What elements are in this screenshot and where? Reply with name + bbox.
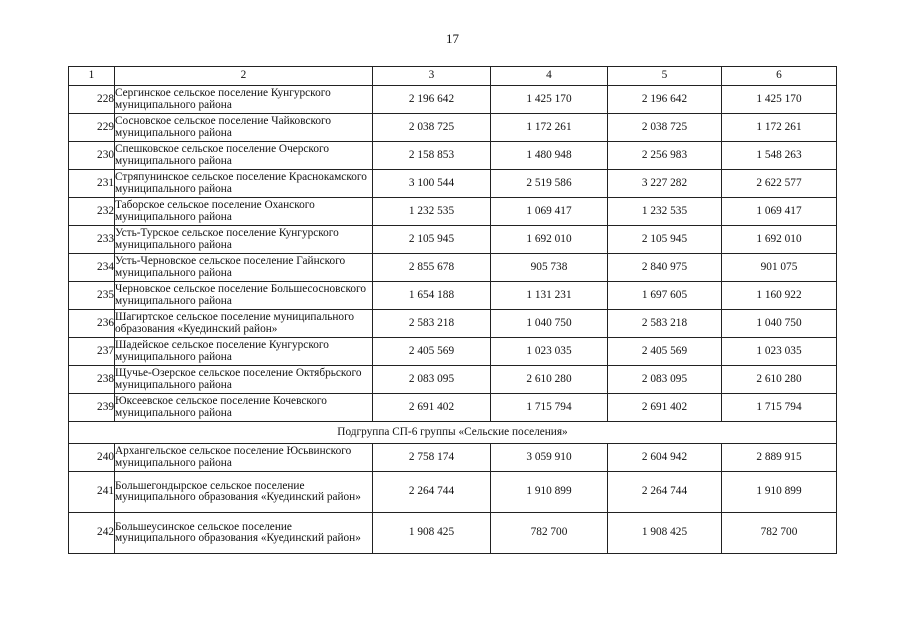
value-col-5: 2 083 095 (608, 366, 722, 394)
subgroup-title: Подгруппа СП-6 группы «Сельские поселения» (69, 422, 837, 444)
value-col-6: 2 622 577 (722, 170, 837, 198)
value-col-4: 1 692 010 (491, 226, 608, 254)
value-col-5: 1 908 425 (608, 513, 722, 554)
value-col-4: 782 700 (491, 513, 608, 554)
value-col-5: 2 604 942 (608, 444, 722, 472)
value-col-6: 1 715 794 (722, 394, 837, 422)
settlement-name: Большеусинское сельское поселение муниципального образования «Куединский район» (115, 513, 373, 554)
table-row (69, 226, 837, 254)
value-col-6: 1 910 899 (722, 472, 837, 513)
value-col-3: 2 105 945 (373, 226, 491, 254)
value-col-4: 1 910 899 (491, 472, 608, 513)
value-col-3: 1 654 188 (373, 282, 491, 310)
table-row (69, 170, 837, 198)
value-col-4: 1 480 948 (491, 142, 608, 170)
value-col-4: 2 519 586 (491, 170, 608, 198)
subgroup-row (69, 422, 837, 444)
value-col-5: 2 264 744 (608, 472, 722, 513)
column-header: 2 (115, 67, 373, 86)
value-col-3: 2 196 642 (373, 86, 491, 114)
value-col-5: 2 405 569 (608, 338, 722, 366)
value-col-6: 1 692 010 (722, 226, 837, 254)
value-col-6: 1 425 170 (722, 86, 837, 114)
row-number: 232 (69, 198, 115, 226)
settlement-name: Усть-Черновское сельское поселение Гайнского муниципального района (115, 254, 373, 282)
settlement-name: Сосновское сельское поселение Чайковского муниципального района (115, 114, 373, 142)
value-col-3: 2 855 678 (373, 254, 491, 282)
settlement-name: Шадейское сельское поселение Кунгурского муниципального района (115, 338, 373, 366)
table-row (69, 198, 837, 226)
row-number: 235 (69, 282, 115, 310)
value-col-4: 1 069 417 (491, 198, 608, 226)
table-row (69, 338, 837, 366)
row-number: 230 (69, 142, 115, 170)
value-col-5: 2 038 725 (608, 114, 722, 142)
value-col-3: 2 158 853 (373, 142, 491, 170)
value-col-3: 3 100 544 (373, 170, 491, 198)
table-row (69, 254, 837, 282)
value-col-4: 2 610 280 (491, 366, 608, 394)
table-row (69, 513, 837, 554)
value-col-5: 2 256 983 (608, 142, 722, 170)
settlement-name: Усть-Турское сельское поселение Кунгурского муниципального района (115, 226, 373, 254)
value-col-5: 2 691 402 (608, 394, 722, 422)
value-col-6: 782 700 (722, 513, 837, 554)
row-number: 242 (69, 513, 115, 554)
row-number: 228 (69, 86, 115, 114)
value-col-6: 1 069 417 (722, 198, 837, 226)
settlement-name: Щучье-Озерское сельское поселение Октябрьского муниципального района (115, 366, 373, 394)
row-number: 236 (69, 310, 115, 338)
row-number: 231 (69, 170, 115, 198)
table-row (69, 86, 837, 114)
value-col-3: 2 758 174 (373, 444, 491, 472)
settlement-name: Стряпунинское сельское поселение Краснокамского муниципального района (115, 170, 373, 198)
value-col-6: 1 548 263 (722, 142, 837, 170)
row-number: 237 (69, 338, 115, 366)
row-number: 239 (69, 394, 115, 422)
row-number: 240 (69, 444, 115, 472)
value-col-6: 1 160 922 (722, 282, 837, 310)
row-number: 234 (69, 254, 115, 282)
value-col-5: 2 196 642 (608, 86, 722, 114)
value-col-3: 2 264 744 (373, 472, 491, 513)
settlement-name: Юксеевское сельское поселение Кочевского муниципального района (115, 394, 373, 422)
settlement-name: Архангельское сельское поселение Юсьвинского муниципального района (115, 444, 373, 472)
value-col-4: 3 059 910 (491, 444, 608, 472)
table-row (69, 366, 837, 394)
table-row (69, 282, 837, 310)
value-col-6: 1 172 261 (722, 114, 837, 142)
value-col-3: 1 908 425 (373, 513, 491, 554)
row-number: 241 (69, 472, 115, 513)
value-col-3: 1 232 535 (373, 198, 491, 226)
table-row (69, 114, 837, 142)
settlement-name: Черновское сельское поселение Большесосновского муниципального района (115, 282, 373, 310)
table-row (69, 310, 837, 338)
settlement-name: Спешковское сельское поселение Очерского муниципального района (115, 142, 373, 170)
table-row (69, 394, 837, 422)
column-header: 6 (722, 67, 837, 86)
value-col-5: 2 840 975 (608, 254, 722, 282)
value-col-4: 1 023 035 (491, 338, 608, 366)
value-col-5: 1 232 535 (608, 198, 722, 226)
value-col-3: 2 083 095 (373, 366, 491, 394)
table-row (69, 472, 837, 513)
value-col-5: 1 697 605 (608, 282, 722, 310)
value-col-6: 1 023 035 (722, 338, 837, 366)
row-number: 233 (69, 226, 115, 254)
header-row (69, 67, 837, 86)
column-header: 1 (69, 67, 115, 86)
table-row (69, 142, 837, 170)
settlement-name: Сергинское сельское поселение Кунгурского муниципального района (115, 86, 373, 114)
value-col-6: 1 040 750 (722, 310, 837, 338)
budget-table (68, 66, 837, 554)
value-col-5: 2 105 945 (608, 226, 722, 254)
value-col-4: 1 040 750 (491, 310, 608, 338)
settlement-name: Шагиртское сельское поселение муниципального образования «Куединский район» (115, 310, 373, 338)
value-col-3: 2 405 569 (373, 338, 491, 366)
value-col-4: 1 131 231 (491, 282, 608, 310)
value-col-4: 1 172 261 (491, 114, 608, 142)
value-col-4: 1 425 170 (491, 86, 608, 114)
column-header: 3 (373, 67, 491, 86)
settlement-name: Большегондырское сельское поселение муниципального образования «Куединский район» (115, 472, 373, 513)
settlement-name: Таборское сельское поселение Оханского муниципального района (115, 198, 373, 226)
value-col-5: 2 583 218 (608, 310, 722, 338)
table-row (69, 444, 837, 472)
value-col-4: 1 715 794 (491, 394, 608, 422)
row-number: 238 (69, 366, 115, 394)
value-col-3: 2 691 402 (373, 394, 491, 422)
column-header: 5 (608, 67, 722, 86)
row-number: 229 (69, 114, 115, 142)
value-col-6: 2 889 915 (722, 444, 837, 472)
page-number: 17 (446, 31, 459, 46)
value-col-5: 3 227 282 (608, 170, 722, 198)
value-col-6: 901 075 (722, 254, 837, 282)
value-col-3: 2 583 218 (373, 310, 491, 338)
column-header: 4 (491, 67, 608, 86)
value-col-3: 2 038 725 (373, 114, 491, 142)
value-col-6: 2 610 280 (722, 366, 837, 394)
value-col-4: 905 738 (491, 254, 608, 282)
